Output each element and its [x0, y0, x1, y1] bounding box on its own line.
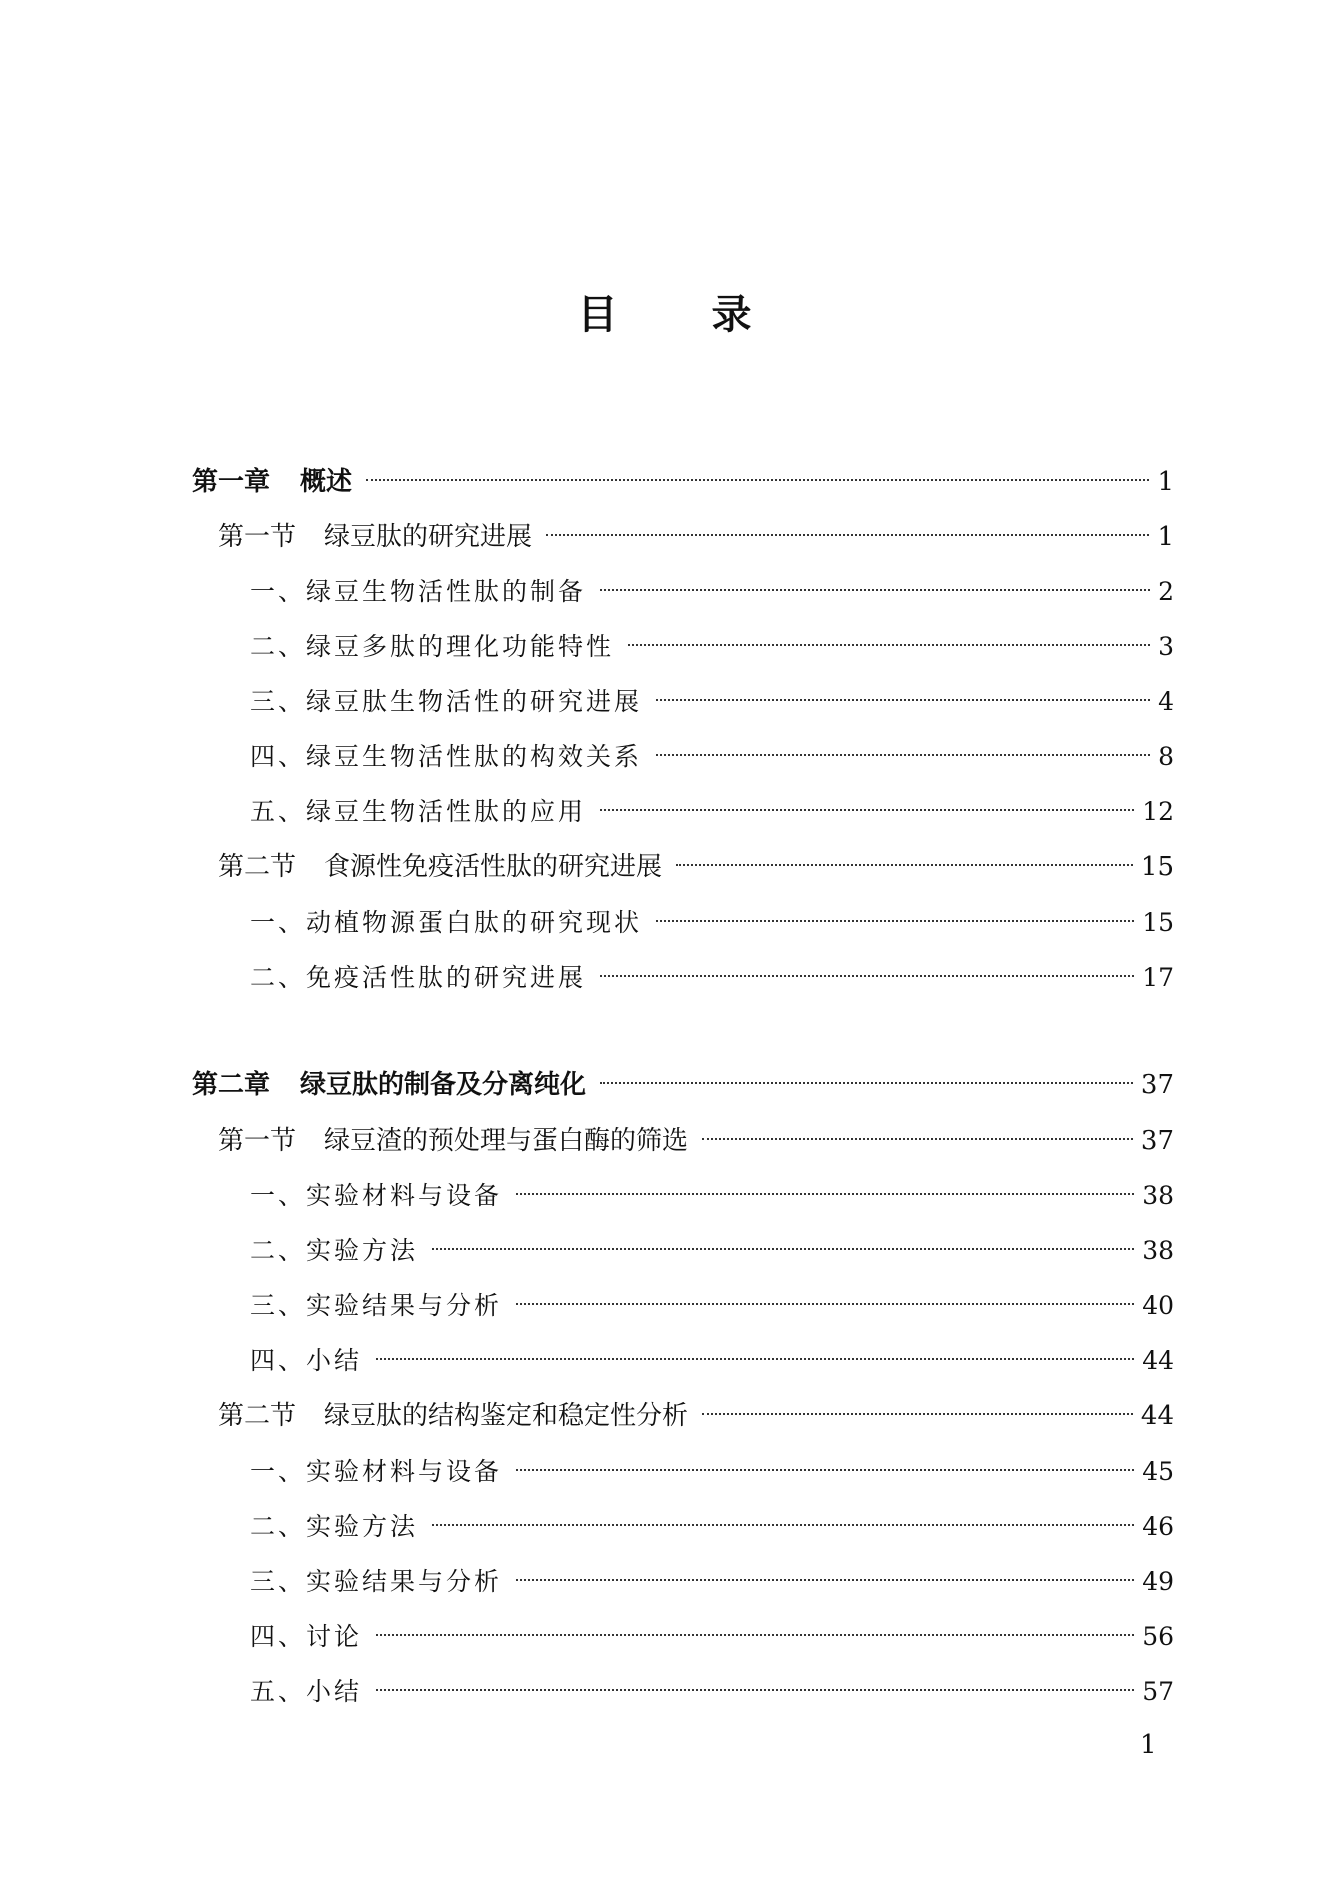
dot-leader — [376, 1633, 1134, 1636]
toc-entry-text: 一、动植物源蛋白肽的研究现状 — [250, 908, 643, 937]
toc-entry-text: 二、实验方法 — [250, 1512, 419, 1541]
toc-entry-item — [250, 1286, 1174, 1326]
toc-entry-page: 44 — [1142, 1346, 1174, 1375]
toc-entry-page: 37 — [1140, 1070, 1174, 1100]
toc-entry-label — [250, 1341, 362, 1381]
toc-entry-label — [250, 1231, 418, 1271]
toc-entry-label — [218, 1396, 688, 1436]
toc-entry-item — [250, 627, 1174, 667]
dot-leader — [376, 1357, 1134, 1360]
dot-leader — [600, 808, 1134, 811]
toc-entry-item — [250, 1341, 1174, 1381]
toc-entry-page: 57 — [1142, 1677, 1174, 1706]
toc-entry-text: 食源性免疫活性肽的研究进展 — [324, 852, 663, 882]
dot-leader — [546, 533, 1149, 536]
toc-entry-label — [250, 1617, 362, 1657]
toc-entry-text: 绿豆肽的结构鉴定和稳定性分析 — [324, 1401, 689, 1431]
toc-entry-section — [218, 847, 1174, 887]
toc-entry-page: 56 — [1142, 1622, 1174, 1651]
dot-leader — [656, 919, 1134, 922]
toc-entry-page: 8 — [1158, 742, 1174, 771]
toc-entry-page: 45 — [1142, 1457, 1174, 1486]
toc-entry-number: 第二节 — [218, 852, 297, 882]
toc-entry-page: 40 — [1142, 1291, 1174, 1320]
toc-entry-section — [218, 517, 1174, 557]
toc-entry-page: 12 — [1142, 797, 1174, 826]
toc-entry-label — [250, 627, 614, 667]
toc-entry-label — [250, 792, 586, 832]
toc-entry-label — [250, 1672, 362, 1712]
dot-leader — [432, 1247, 1134, 1250]
toc-entry-number: 第二章 — [192, 1070, 271, 1100]
toc-entry-text: 二、免疫活性肽的研究进展 — [250, 963, 587, 992]
dot-leader — [516, 1302, 1134, 1305]
toc-entry-label — [250, 682, 642, 722]
toc-entry-section — [218, 1396, 1174, 1436]
dot-leader — [432, 1523, 1134, 1526]
toc-entry-page: 49 — [1142, 1567, 1174, 1596]
toc-entry-item — [250, 1617, 1174, 1657]
toc-entry-item — [250, 903, 1174, 943]
toc-entry-page: 1 — [1157, 522, 1174, 552]
dot-leader — [702, 1137, 1133, 1140]
toc-entry-text: 三、绿豆肽生物活性的研究进展 — [250, 687, 643, 716]
dot-leader — [516, 1578, 1134, 1581]
dot-leader — [600, 1081, 1133, 1084]
toc-entry-text: 绿豆肽的研究进展 — [324, 522, 533, 552]
toc-entry-item — [250, 792, 1174, 832]
toc-entry-page: 44 — [1140, 1401, 1174, 1431]
toc-entry-text: 绿豆肽的制备及分离纯化 — [300, 1070, 587, 1100]
toc-entry-item — [250, 572, 1174, 612]
toc-entry-item — [250, 1562, 1174, 1602]
toc-entry-item — [250, 1672, 1174, 1712]
toc-entry-text: 一、实验材料与设备 — [250, 1181, 503, 1210]
toc-entry-item — [250, 958, 1174, 998]
toc-entry-page: 3 — [1158, 632, 1174, 661]
toc-entry-number: 第一章 — [192, 467, 271, 497]
toc-entry-text: 二、实验方法 — [250, 1236, 419, 1265]
toc-entry-page: 38 — [1142, 1236, 1174, 1265]
toc-entry-text: 概述 — [300, 467, 353, 497]
toc-entry-item — [250, 1452, 1174, 1492]
toc-entry-text: 一、绿豆生物活性肽的制备 — [250, 577, 587, 606]
toc-entry-page: 38 — [1142, 1181, 1174, 1210]
toc-entry-label — [250, 737, 642, 777]
toc-entry-label — [250, 1452, 502, 1492]
toc-entry-chapter — [192, 462, 1174, 502]
toc-entry-label — [218, 1121, 688, 1161]
title-char-left: 目 — [577, 292, 620, 338]
toc-entry-text: 五、小结 — [250, 1677, 363, 1706]
dot-leader — [656, 753, 1150, 756]
toc-entry-text: 四、讨论 — [250, 1622, 363, 1651]
toc-entry-page: 15 — [1142, 908, 1174, 937]
toc-entry-text: 三、实验结果与分析 — [250, 1567, 503, 1596]
toc-entry-label — [250, 1562, 502, 1602]
toc-entry-label — [250, 1507, 418, 1547]
toc-entry-label — [250, 572, 586, 612]
toc-entry-page: 1 — [1157, 467, 1174, 497]
toc-entry-page: 46 — [1142, 1512, 1174, 1541]
toc-entry-text: 二、绿豆多肽的理化功能特性 — [250, 632, 615, 661]
toc-entry-label — [250, 903, 642, 943]
toc-entry-item — [250, 737, 1174, 777]
toc-entry-label — [250, 1286, 502, 1326]
toc-entry-item — [250, 1507, 1174, 1547]
toc-entry-label — [192, 462, 352, 502]
toc-entry-text: 一、实验材料与设备 — [250, 1457, 503, 1486]
toc-entry-label — [250, 958, 586, 998]
dot-leader — [628, 643, 1150, 646]
dot-leader — [366, 478, 1149, 481]
toc-entry-text: 四、绿豆生物活性肽的构效关系 — [250, 742, 643, 771]
dot-leader — [600, 588, 1150, 591]
toc-entry-page: 15 — [1140, 852, 1174, 882]
toc-entry-page: 17 — [1142, 963, 1174, 992]
dot-leader — [656, 698, 1150, 701]
toc-entry-number: 第一节 — [218, 522, 297, 552]
toc-entry-text: 四、小结 — [250, 1346, 363, 1375]
toc-entry-page: 2 — [1158, 577, 1174, 606]
page-number: 1 — [1140, 1730, 1157, 1760]
dot-leader — [516, 1468, 1134, 1471]
toc-entry-text: 五、绿豆生物活性肽的应用 — [250, 797, 587, 826]
toc-entry-text: 三、实验结果与分析 — [250, 1291, 503, 1320]
dot-leader — [376, 1688, 1134, 1691]
toc-entry-label — [218, 517, 532, 557]
toc-entry-number: 第二节 — [218, 1401, 297, 1431]
toc-entry-label — [192, 1065, 586, 1105]
toc-entry-chapter — [192, 1065, 1174, 1105]
dot-leader — [600, 974, 1134, 977]
toc-entry-section — [218, 1121, 1174, 1161]
toc-entry-text: 绿豆渣的预处理与蛋白酶的筛选 — [324, 1126, 689, 1156]
dot-leader — [702, 1412, 1133, 1415]
toc-entry-item — [250, 682, 1174, 722]
title-char-right: 录 — [711, 292, 754, 338]
toc-entry-label — [218, 847, 662, 887]
toc-entry-page: 37 — [1140, 1126, 1174, 1156]
dot-leader — [516, 1192, 1134, 1195]
toc-entry-item — [250, 1231, 1174, 1271]
toc-entry-item — [250, 1176, 1174, 1216]
toc-entry-page: 4 — [1158, 687, 1174, 716]
toc-entry-label — [250, 1176, 502, 1216]
toc-entry-number: 第一节 — [218, 1126, 297, 1156]
dot-leader — [676, 863, 1133, 866]
